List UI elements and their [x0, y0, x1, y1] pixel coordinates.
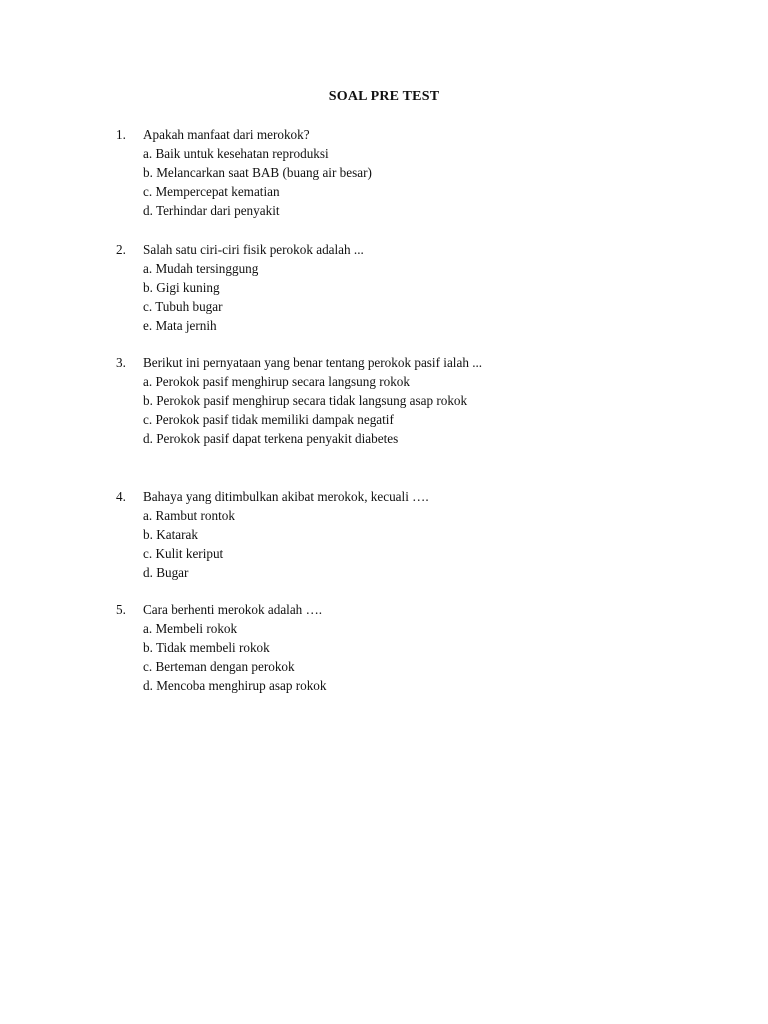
question-number: 3. — [116, 355, 126, 370]
option-a: a. Perokok pasif menghirup secara langsung rokok — [143, 374, 410, 389]
question-text: Salah satu ciri-ciri fisik perokok adalah ... — [143, 242, 364, 257]
option-d: d. Perokok pasif dapat terkena penyakit diabetes — [143, 431, 399, 446]
option-list — [116, 144, 716, 220]
question-number: 4. — [116, 489, 126, 504]
option-a: a. Baik untuk kesehatan reproduksi — [143, 146, 329, 161]
question-number: 5. — [116, 602, 126, 617]
option-c: c. Kulit keriput — [143, 546, 224, 561]
option-c: c. Berteman dengan perokok — [143, 659, 295, 674]
option-d: d. Mencoba menghirup asap rokok — [143, 678, 327, 693]
option-list — [116, 619, 716, 695]
question-text: Apakah manfaat dari merokok? — [143, 127, 310, 142]
option-b: b. Gigi kuning — [143, 280, 220, 295]
question-line — [116, 487, 716, 506]
option-a: a. Mudah tersinggung — [143, 261, 259, 276]
option-c: c. Mempercepat kematian — [143, 184, 280, 199]
question-line — [116, 240, 716, 259]
option-e: e. Mata jernih — [143, 318, 217, 333]
option-b: b. Melancarkan saat BAB (buang air besar) — [143, 165, 372, 180]
question-line — [116, 600, 716, 619]
option-list — [116, 372, 716, 448]
option-list — [116, 259, 716, 335]
option-c: c. Tubuh bugar — [143, 299, 223, 314]
option-list — [116, 506, 716, 582]
question-4 — [116, 487, 716, 582]
question-number: 1. — [116, 127, 126, 142]
question-line — [116, 125, 716, 144]
page-title: SOAL PRE TEST — [328, 89, 440, 104]
question-2 — [116, 240, 716, 335]
option-d: d. Bugar — [143, 565, 189, 580]
question-text: Cara berhenti merokok adalah …. — [143, 602, 323, 617]
option-b: b. Tidak membeli rokok — [143, 640, 270, 655]
option-c: c. Perokok pasif tidak memiliki dampak negatif — [143, 412, 394, 427]
option-b: b. Katarak — [143, 527, 198, 542]
question-number: 2. — [116, 242, 126, 257]
option-d: d. Terhindar dari penyakit — [143, 203, 280, 218]
option-a: a. Rambut rontok — [143, 508, 235, 523]
question-text: Berikut ini pernyataan yang benar tentang perokok pasif ialah ... — [143, 355, 483, 370]
option-a: a. Membeli rokok — [143, 621, 238, 636]
question-5 — [116, 600, 716, 695]
question-3 — [116, 353, 716, 448]
question-line — [116, 353, 716, 372]
question-text: Bahaya yang ditimbulkan akibat merokok, kecuali …. — [143, 489, 429, 504]
question-1 — [116, 125, 716, 220]
option-b: b. Perokok pasif menghirup secara tidak langsung asap rokok — [143, 393, 468, 408]
